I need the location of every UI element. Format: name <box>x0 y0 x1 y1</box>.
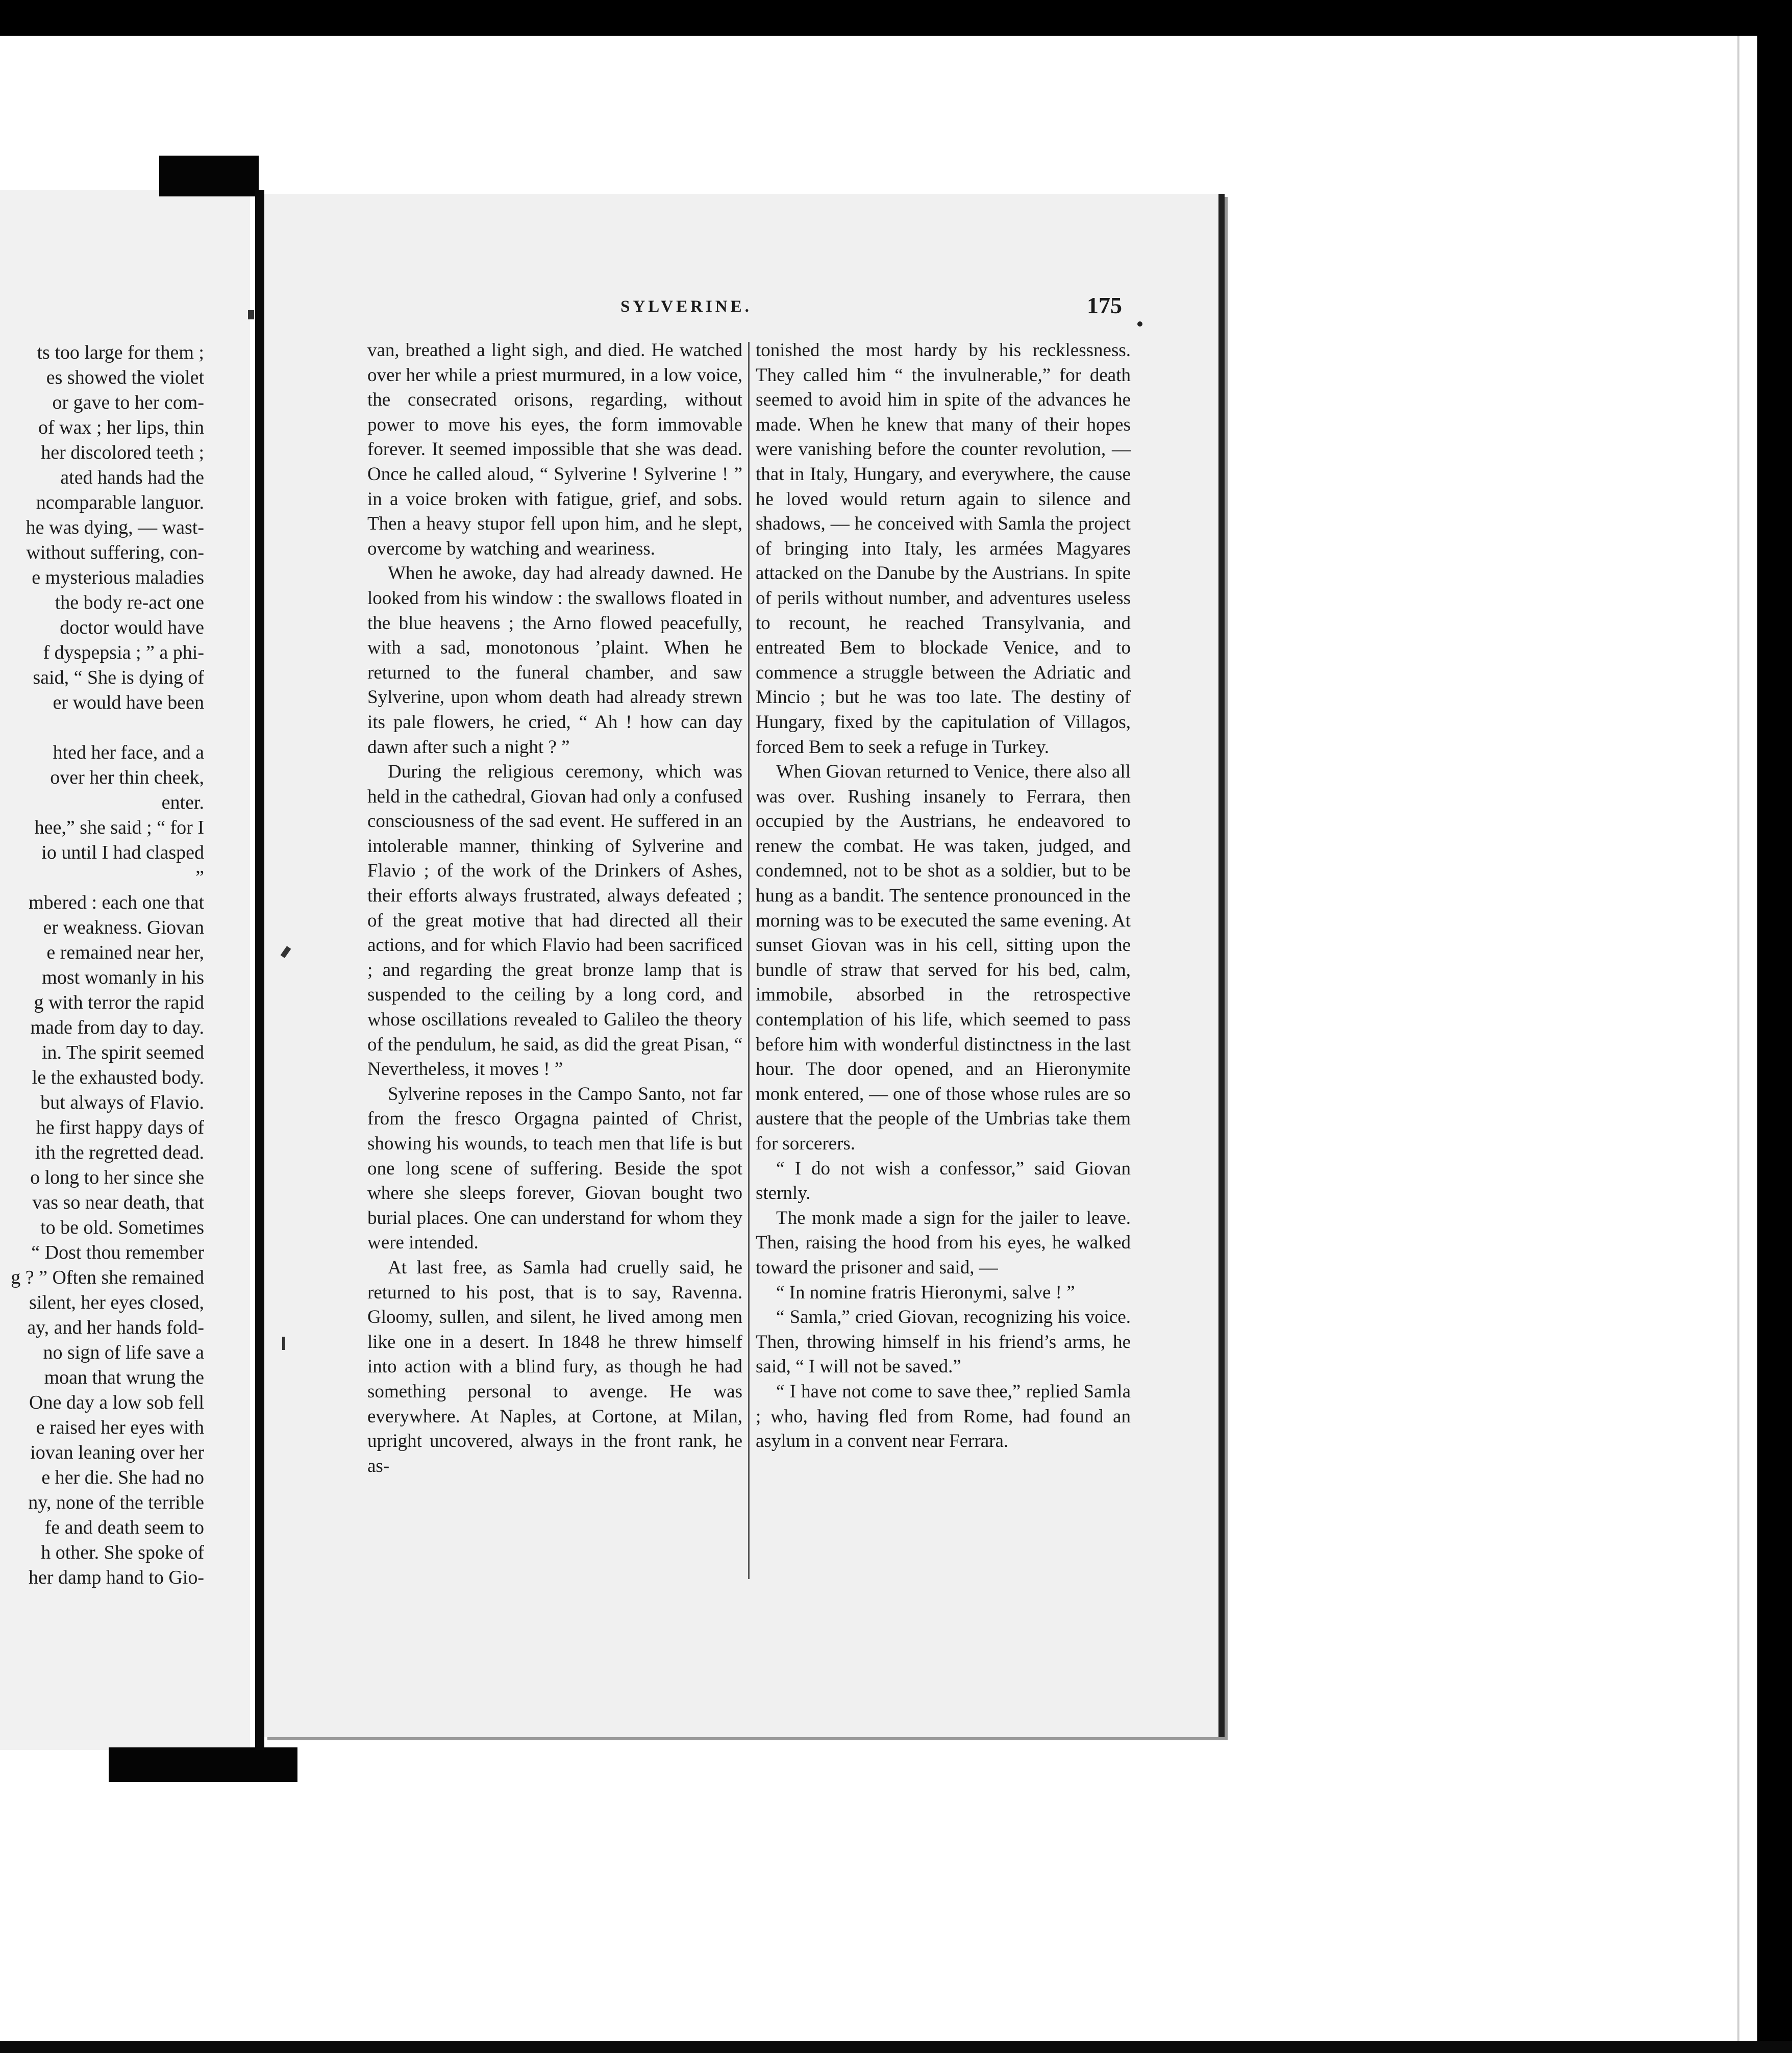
facing-page-line: ated hands had the <box>60 467 204 488</box>
facing-page-line: ” <box>195 867 204 888</box>
page-number: 175 <box>1087 292 1122 318</box>
facing-page-line: e her die. She had no <box>41 1467 204 1488</box>
paragraph: tonished the most hardy by his recklessness. They called him “ the invulnerable,” for death seemed to avoid him in spite of the advances he made. When he knew that many of their hopes were vanishing before the counter revolution, — that in Italy, Hungary, and everywhere, the cause he loved would return again to silence and shadows, — he conceived with Samla the project of bringing into Italy, les armées Magyares attacked on the Danube by the Austrians. In spite of perils without number, and adventures useless to recount, he reached Transylvania, and entreated Bem to blockade Venice, and to commence a struggle between the Adriatic and Mincio ; but he was too late. The destiny of Hungary, fixed by the capitulation of Villagos, forced Bem to seek a refuge in Turkey. <box>756 340 1131 758</box>
facing-page-line: ny, none of the terrible <box>28 1492 204 1513</box>
paragraph: “ In nomine fratris Hieronymi, salve ! ” <box>776 1282 1075 1303</box>
facing-page-line: most womanly in his <box>42 967 204 988</box>
facing-page-line: e raised her eyes with <box>36 1417 204 1438</box>
facing-page-line: doctor would have <box>60 617 204 638</box>
facing-page-line: over her thin cheek, <box>50 767 204 788</box>
facing-page-line: le the exhausted body. <box>32 1067 204 1088</box>
text-column-left <box>367 338 742 1479</box>
facing-page-line: f dyspepsia ; ” a phi- <box>43 642 204 663</box>
facing-page-line: he first happy days of <box>36 1117 204 1138</box>
scan-edge <box>1737 36 1757 2053</box>
facing-page-line: moan that wrung the <box>44 1367 204 1388</box>
facing-page-line: without suffering, con- <box>26 542 204 563</box>
margin-mark <box>248 310 254 319</box>
facing-page-line: fe and death seem to <box>44 1517 204 1538</box>
text-column-right <box>756 338 1131 1454</box>
paragraph: “ Samla,” cried Giovan, recognizing his voice. Then, throwing himself in his friend’s arms, he said, “ I will not be saved.” <box>756 1307 1131 1378</box>
facing-page-line: One day a low sob fell <box>29 1392 204 1413</box>
facing-page-line: silent, her eyes closed, <box>29 1292 204 1313</box>
facing-page-line: ncomparable languor. <box>36 492 204 513</box>
facing-page-line: e mysterious maladies <box>32 567 204 588</box>
facing-page-line: made from day to day. <box>30 1017 204 1038</box>
facing-page-line: iovan leaning over her <box>30 1442 204 1463</box>
facing-page-line: ay, and her hands fold- <box>27 1317 204 1338</box>
facing-page-line: her discolored teeth ; <box>41 442 204 463</box>
facing-page-line: her damp hand to Gio- <box>28 1567 204 1588</box>
binding-gutter <box>255 190 264 1750</box>
facing-page-text <box>0 340 204 1590</box>
facing-page-line: o long to her since she <box>30 1167 204 1188</box>
ink-spot <box>1137 321 1142 327</box>
paragraph: “ I do not wish a confessor,” said Giovan sternly. <box>756 1158 1131 1204</box>
facing-page-line: but always of Flavio. <box>40 1092 204 1113</box>
facing-page-line <box>0 715 204 740</box>
margin-mark <box>282 1337 285 1350</box>
paragraph: van, breathed a light sigh, and died. He watched over her while a priest murmured, in a low voice, the consecrated orisons, regarding, without power to move his eyes, the form immovable forever. It seemed impossible that she was dead. Once he called aloud, “ Sylverine ! Sylverine ! ” in a voice broken with fatigue, grief, and sobs. Then a heavy stupor fell upon him, and he slept, overcome by watching and weariness. <box>367 340 742 559</box>
facing-page-line: in. The spirit seemed <box>41 1042 204 1063</box>
facing-page-line: g ? ” Often she remained <box>11 1267 204 1288</box>
facing-page-line: h other. She spoke of <box>41 1542 204 1563</box>
facing-page <box>0 190 250 1750</box>
facing-page-line: vas so near death, that <box>32 1192 204 1213</box>
facing-page-line: or gave to her com- <box>52 392 204 413</box>
binding-tape-bottom <box>109 1747 297 1782</box>
facing-page-line: he was dying, — wast- <box>26 517 204 538</box>
facing-page-line: ts too large for them ; <box>37 342 204 363</box>
scan-bottom-shadow <box>0 2041 1792 2053</box>
facing-page-line: mbered : each one that <box>29 892 204 913</box>
paragraph: During the religious ceremony, which was held in the cathedral, Giovan had only a confused consciousness of the sad event. He suffered in an intolerable manner, thinking of Sylverine and Flavio ; of the work of the Drinkers of Ashes, their efforts always frustrated, always defeated ; of the great motive that had directed all their actions, and for which Flavio had been sacrificed ; and regarding the great bronze lamp that is suspended to the ceiling by a long cord, and whose oscillations revealed to Galileo the theory of the pendulum, he said, as did the great Pisan, “ Nevertheless, it moves ! ” <box>367 761 742 1080</box>
facing-page-line: the body re-act one <box>55 592 204 613</box>
running-head: SYLVERINE. <box>620 297 752 316</box>
facing-page-line: to be old. Sometimes <box>40 1217 204 1238</box>
facing-page-line: enter. <box>161 792 204 813</box>
paragraph: At last free, as Samla had cruelly said, he returned to his post, that is to say, Ravenna. Gloomy, sullen, and silent, he lived among men like one in a desert. In 1848 he threw himself into action with a blind fury, as though he had something personal to avenge. He was everywhere. At Naples, at Cortone, at Milan, upright uncovered, always in the front rank, he as- <box>367 1257 742 1476</box>
paragraph: When Giovan returned to Venice, there also all was over. Rushing insanely to Ferrara, then occupied by the Austrians, he endeavored to renew the combat. He was taken, judged, and condemned, not to be shot as a soldier, but to be hung as a bandit. The sentence pronounced in the morning was to be executed the same evening. At sunset Giovan was in his cell, sitting upon the bundle of straw that served for his bed, calm, immobile, absorbed in the retrospective contemplation of his life, which seemed to pass before him with wonderful distinctness in the last hour. The door opened, and an Hieronymite monk entered, — one of those whose rules are so austere that the people of the Umbrias take them for sorcerers. <box>756 761 1131 1154</box>
facing-page-line: said, “ She is dying of <box>33 667 204 688</box>
paragraph: Sylverine reposes in the Campo Santo, not far from the fresco Orgagna painted of Christ, showing his wounds, to teach men that life is but one long scene of suffering. Beside the spot where she sleeps forever, Giovan bought two burial places. One can understand for whom they were intended. <box>367 1083 742 1254</box>
facing-page-line: er weakness. Giovan <box>43 917 204 938</box>
facing-page-line: g with terror the rapid <box>34 992 204 1013</box>
column-divider <box>748 342 750 1579</box>
paragraph: When he awoke, day had already dawned. He looked from his window : the swallows floated in the blue heavens ; the Arno flowed peacefully, with a sad, monotonous ’plaint. When he returned to the funeral chamber, and saw Sylverine, upon whom death had already strewn its pale flowers, he cried, “ Ah ! how can day dawn after such a night ? ” <box>367 563 742 758</box>
paragraph: “ I have not come to save thee,” replied Samla ; who, having fled from Rome, had found an asylum in a convent near Ferrara. <box>756 1381 1131 1452</box>
facing-page-line: no sign of life save a <box>43 1342 204 1363</box>
facing-page-line: io until I had clasped <box>41 842 204 863</box>
facing-page-line: es showed the violet <box>46 367 204 388</box>
binding-tape-top <box>159 156 259 196</box>
paragraph: The monk made a sign for the jailer to leave. Then, raising the hood from his eyes, he walked toward the prisoner and said, — <box>756 1207 1131 1278</box>
facing-page-line: “ Dost thou remember <box>31 1242 204 1263</box>
facing-page-line: hee,” she said ; “ for I <box>34 817 204 838</box>
facing-page-line: hted her face, and a <box>53 742 204 763</box>
facing-page-line: er would have been <box>53 692 204 713</box>
facing-page-line: e remained near her, <box>46 942 204 963</box>
facing-page-line: ith the regretted dead. <box>35 1142 204 1163</box>
facing-page-line: of wax ; her lips, thin <box>38 417 204 438</box>
